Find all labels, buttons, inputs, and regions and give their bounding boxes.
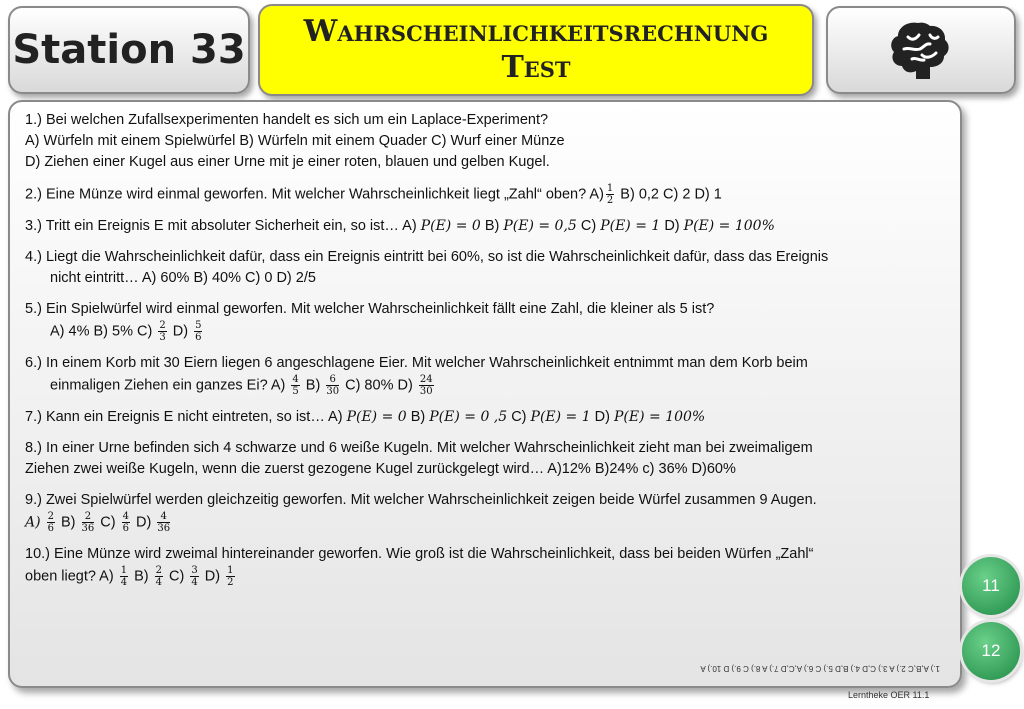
q6-fraction-d: $\frac{24}{30}$ (419, 374, 433, 397)
question-6 (25, 353, 950, 397)
q4-line1: 4.) Liegt die Wahrscheinlichkeit dafür, dass ein Ereignis eintritt bei 60%, so ist die Wahrscheinlichkeit dafür, dass das Ereignis (25, 249, 829, 265)
q7-a: P(E) = 0 (346, 409, 407, 425)
questions-panel (8, 100, 962, 688)
q2-fraction-a: $\frac{1}{2}$ (606, 183, 614, 206)
q7-c: P(E) = 1 (530, 409, 591, 425)
station-label: Station 33 (12, 27, 246, 73)
q10-line1: 10.) Eine Münze wird zweimal hintereinander geworfen. Wie groß ist die Wahrscheinlichkeit, dass bei beiden Würfen „Zahl“ (25, 546, 814, 562)
q9-line1: 9.) Zwei Spielwürfel werden gleichzeitig geworfen. Mit welcher Wahrscheinlichkeit zeigen beide Würfel zusammen 9 Augen. (25, 492, 817, 508)
title-line2: Test (501, 50, 571, 85)
q3-a: P(E) = 0 (420, 218, 481, 234)
q6-answers: einmaligen Ziehen ein ganzes Ei? A) $\frac{4}{5}$ B) $\frac{6}{30}$ C) 80% D) $\frac{24}{30}$ (50, 374, 433, 397)
station-box (8, 6, 250, 94)
question-2 (25, 183, 950, 206)
q8-line2: Ziehen zwei weiße Kugeln, wenn die zuerst gezogene Kugel zurückgelegt wird… A)12% B)24% c) 36% D)60% (25, 461, 736, 477)
q5-line1: 5.) Ein Spielwürfel wird einmal geworfen. Mit welcher Wahrscheinlichkeit fällt eine Zahl, die kleiner als 5 ist? (25, 301, 715, 317)
question-9 (25, 490, 950, 534)
station-12-button[interactable]: 12 (962, 622, 1020, 680)
q1-line3: D) Ziehen einer Kugel aus einer Urne mit je einer roten, blauen und gelben Kugel. (25, 154, 550, 170)
q6-line1: 6.) In einem Korb mit 30 Eiern liegen 6 angeschlagene Eier. Mit welcher Wahrscheinlichkeit entnimmt man dem Korb beim (25, 355, 808, 371)
q9-fraction-d: $\frac{4}{36}$ (157, 511, 171, 534)
question-7: 7.) Kann ein Ereignis E nicht eintreten, so ist… A) P(E) = 0 B) P(E) = 0 ,5 C) P(E) = 1 D) P(E) = 100% (25, 409, 706, 425)
q1-line2: A) Würfeln mit einem Spielwürfel B) Würfeln mit einem Quader C) Wurf einer Münze (25, 133, 565, 149)
q9-answers: A) $\frac{2}{6}$ B) $\frac{2}{36}$ C) $\frac{4}{6}$ D) $\frac{4}{36}$ (25, 511, 171, 534)
q6-fraction-b: $\frac{6}{30}$ (326, 374, 340, 397)
q10-fraction-d: $\frac{1}{2}$ (227, 565, 234, 588)
question-4 (25, 247, 950, 289)
q10-answers: oben liegt? A) $\frac{1}{4}$ B) $\frac{2}{4}$ C) $\frac{3}{4}$ D) $\frac{1}{2}$ (25, 565, 234, 588)
q5-fraction-c: $\frac{2}{3}$ (159, 320, 166, 343)
brain-icon (886, 19, 956, 81)
q7-d: P(E) = 100% (614, 409, 706, 425)
q5-answers: A) 4% B) 5% C) $\frac{2}{3}$ D) $\frac{5}{6}$ (50, 320, 202, 343)
q9-fraction-b: $\frac{2}{36}$ (81, 511, 95, 534)
q10-fraction-c: $\frac{3}{4}$ (191, 565, 198, 588)
q6-fraction-a: $\frac{4}{5}$ (292, 374, 299, 397)
station-11-button[interactable]: 11 (962, 557, 1020, 615)
q1-line1: 1.) Bei welchen Zufallsexperimenten handelt es sich um ein Laplace-Experiment? (25, 112, 549, 128)
footer-label: Lerntheke OER 11.1 (848, 690, 930, 700)
q10-fraction-a: $\frac{1}{4}$ (120, 565, 128, 588)
q2-rest: B) 0,2 C) 2 D) 1 (616, 186, 722, 203)
question-10 (25, 544, 950, 588)
q4-line2: nicht eintritt… A) 60% B) 40% C) 0 D) 2/5 (50, 270, 316, 286)
q3-b: P(E) = 0,5 (503, 218, 577, 234)
question-5 (25, 299, 950, 343)
question-8 (25, 438, 950, 480)
q3-d: P(E) = 100% (683, 218, 775, 234)
icon-box (826, 6, 1016, 94)
q2-text: 2.) Eine Münze wird einmal geworfen. Mit welcher Wahrscheinlichkeit liegt „Zahl“ oben? A) (25, 186, 604, 203)
title-line1: Wahrscheinlichkeitsrechnung (303, 14, 769, 49)
q7-b: P(E) = 0 ,5 (429, 409, 508, 425)
title-box (258, 4, 814, 96)
q8-line1: 8.) In einer Urne befinden sich 4 schwarze und 6 weiße Kugeln. Mit welcher Wahrscheinlichkeit zieht man bei zweimaligem (25, 440, 813, 456)
answer-key: 1.) A,B,C 2.) A 3.) C,D 4.) B,D 5.) C 6.) A,C,D 7.) A 8.) C 9.) D 10.) A (700, 664, 940, 673)
question-1 (25, 110, 950, 173)
q9-fraction-c: $\frac{4}{6}$ (122, 511, 130, 534)
q5-fraction-d: $\frac{5}{6}$ (195, 320, 202, 343)
q10-fraction-b: $\frac{2}{4}$ (155, 565, 163, 588)
q3-c: P(E) = 1 (600, 218, 661, 234)
q9-fraction-a: $\frac{2}{6}$ (47, 511, 54, 534)
question-3: 3.) Tritt ein Ereignis E mit absoluter Sicherheit ein, so ist… A) P(E) = 0 B) P(E) = 0,5 C) P(E) = 1 D) P(E) = 100% (25, 218, 775, 234)
